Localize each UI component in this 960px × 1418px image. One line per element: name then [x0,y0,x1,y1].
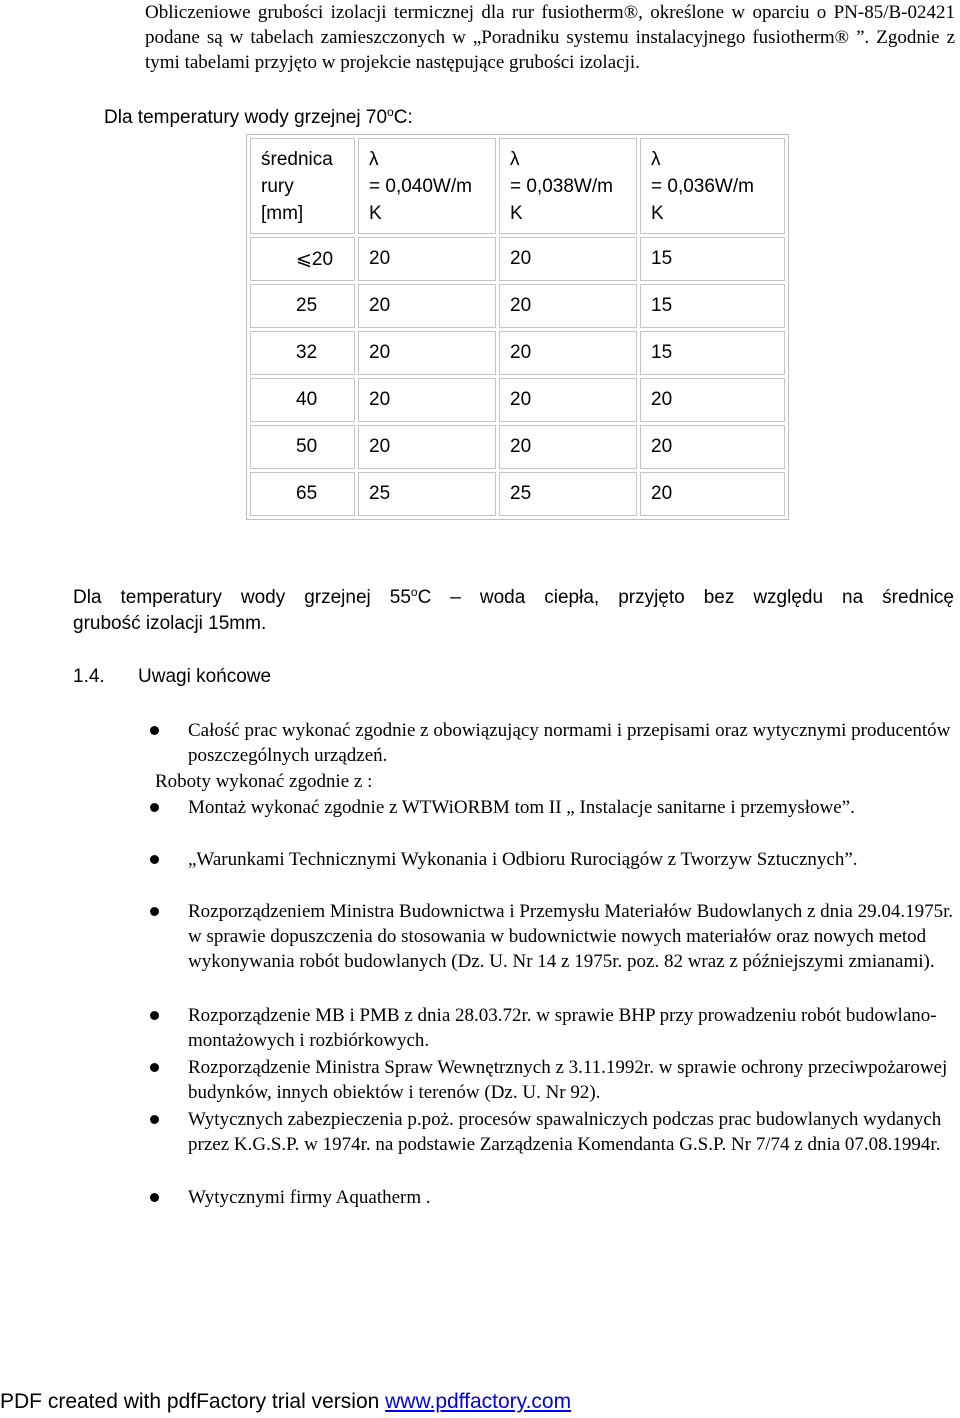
table-cell: 15 [640,237,785,281]
header-line: K [510,202,523,224]
header-line: = 0,038W/m [510,175,613,197]
section-number: 1.4. [73,666,105,687]
table-cell: 20 [499,378,637,422]
list-item: Rozporządzenie Ministra Spraw Wewnętrznych z 3.11.1992r. w sprawie ochrony przeciwpożarowej budynków, innych obiektów i terenów (Dz. U. Nr 92). [188,1057,948,1103]
table-row [250,378,785,422]
list-item: „Warunkami Technicznymi Wykonania i Odbioru Rurociągów z Tworzyw Sztucznych”. [188,849,858,870]
insulation-thickness-table [246,134,789,520]
list-item: Wytycznych zabezpieczenia p.poż. procesów spawalniczych podczas prac budowlanych wydanych przez K.G.S.P. w 1974r. na podstawie Zarządzenia Komendanta G.S.P. Nr 7/74 z dnia 07.08.1994r. [188,1109,942,1155]
note-55c-suffix: C – woda ciepła, przyjęto bez względu na średnicę [417,587,954,608]
footer-link[interactable]: www.pdffactory.com [385,1390,572,1413]
table-cell: 20 [358,425,496,469]
table-cell: 25 [250,284,355,328]
footer-text: PDF created with pdfFactory trial version [0,1390,386,1413]
header-cell [358,138,496,234]
note-55c [73,585,954,611]
list-item: Rozporządzenie MB i PMB z dnia 28.03.72r. w sprawie BHP przy prowadzeniu robót budowlano-montażowych i rozbiórkowych. [188,1005,937,1051]
list-item: Wytycznymi firmy Aquatherm . [188,1187,431,1208]
table-cell: 20 [640,425,785,469]
table-cell: 20 [358,331,496,375]
header-line: [mm] [261,202,304,224]
list-item: Całość prac wykonać zgodnie z obowiązujący normami i przepisami oraz wytycznymi producentów poszczególnych urządzeń. [188,720,951,766]
table-row [250,472,785,516]
table-row [250,331,785,375]
header-line: rury [261,175,294,197]
header-line: K [369,202,382,224]
table-row [250,284,785,328]
table-cell: 40 [250,378,355,422]
table-cell: 20 [499,425,637,469]
table-cell: 65 [250,472,355,516]
bullet-icon [150,855,159,864]
table-cell: 15 [640,331,785,375]
table-cell: 20 [358,284,496,328]
header-cell [250,138,355,234]
table-cell: 20 [358,378,496,422]
header-line: = 0,036W/m [651,175,754,197]
table-heading-suffix: C: [393,107,413,128]
pdf-footer [0,1390,571,1414]
bullet-icon [150,1011,159,1020]
table-row [250,425,785,469]
table-cell: 20 [640,472,785,516]
bullet-icon [150,1115,159,1124]
bullet-icon [150,726,159,735]
intro-paragraph: Obliczeniowe grubości izolacji termicznej dla rur fusiotherm®, określone w oparciu o PN-85/B-02421 podane są w tabelach zamieszczonych w „Poradniku systemu instalacyjnego fusiotherm® ”. Zgodnie z tymi tabelami przyjęto w projekcie następujące grubości izolacji. [145,2,955,73]
lambda-symbol: λ [651,148,661,170]
table-cell: 25 [499,472,637,516]
lambda-symbol: λ [510,148,520,170]
bullet-icon [150,907,159,916]
header-line: średnica [261,148,333,170]
robots-intro: Roboty wykonać zgodnie z : [155,771,373,792]
list-item: Rozporządzeniem Ministra Budownictwa i Przemysłu Materiałów Budowlanych z dnia 29.04.1975r. w sprawie dopuszczenia do stosowania w budownictwie nowych materiałów oraz nowych metod wykonywania robót budowlanych (Dz. U. Nr 14 z 1975r. poz. 82 wraz z późniejszymi zmianami). [188,901,954,972]
table-heading-prefix: Dla temperatury wody grzejnej 70 [104,107,388,128]
note-55c-prefix: Dla temperatury wody grzejnej 55 [73,587,411,608]
note-55c-line2: grubość izolacji 15mm. [73,613,267,634]
header-line: K [651,202,664,224]
note-55c-sup: o [410,585,418,599]
table-heading-sup: o [387,105,394,119]
table-cell: 20 [640,378,785,422]
table-header-row [250,138,785,234]
bullet-icon [150,1063,159,1072]
list-item: Montaż wykonać zgodnie z WTWiORBM tom II „ Instalacje sanitarne i przemysłowe”. [188,797,855,818]
table-cell: 20 [499,284,637,328]
table-cell: 20 [499,237,637,281]
lambda-symbol: λ [369,148,379,170]
table-heading [104,107,413,129]
section-title: Uwagi końcowe [138,666,272,687]
table-cell: 15 [640,284,785,328]
table-cell: ⩽20 [250,237,355,281]
header-cell [640,138,785,234]
table-row [250,237,785,281]
header-cell [499,138,637,234]
table-cell: 20 [358,237,496,281]
header-line: = 0,040W/m [369,175,472,197]
bullet-icon [150,803,159,812]
table-cell: 25 [358,472,496,516]
table-cell: 50 [250,425,355,469]
bullet-icon [150,1193,159,1202]
table-cell: 20 [499,331,637,375]
table-cell: 32 [250,331,355,375]
